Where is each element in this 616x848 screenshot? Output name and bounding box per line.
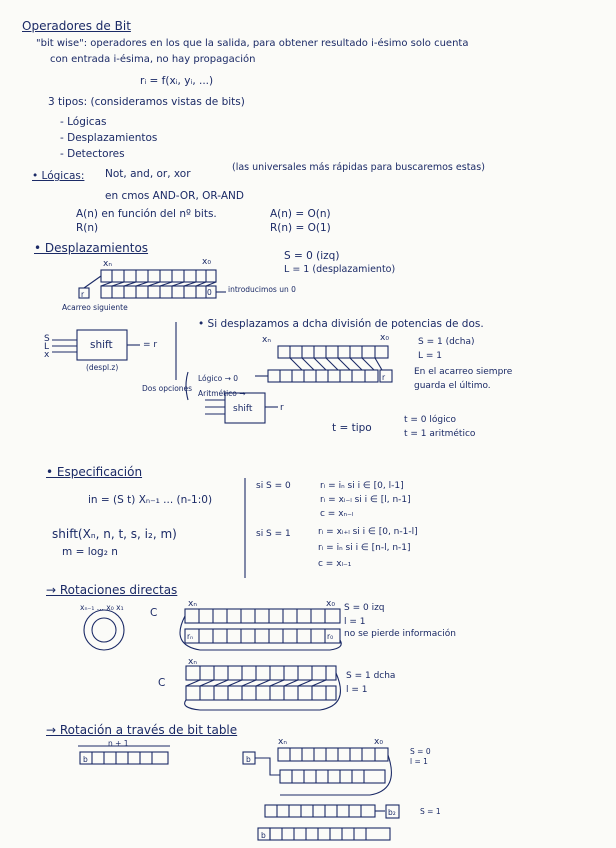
rt-top-label: n + 1 [108, 739, 129, 748]
rotation-through-bit-diagram [78, 746, 399, 840]
intro-line-2: con entrada i-ésima, no hay propagación [50, 54, 256, 65]
shift-out: = r [143, 340, 158, 350]
c-mark-2: C [158, 677, 166, 689]
logicas-cmos: en cmos AND-OR, OR-AND [105, 190, 244, 202]
type-item-detectores: - Detectores [60, 148, 125, 160]
rot-s-dcha: S = 1 dcha [346, 671, 396, 681]
t1-label: t = 1 aritmético [404, 429, 476, 439]
rot2-x-left: xₙ [188, 657, 197, 667]
logicas-eq1: A(n) = O(n) [270, 208, 331, 220]
logicas-eq2: R(n) = O(1) [270, 222, 331, 234]
opt-aritmetico: Aritmético → [198, 389, 246, 398]
despl-introduce: introducimos un 0 [228, 285, 296, 294]
t0-label: t = 0 lógico [404, 415, 457, 425]
espec-m-eq: m = log₂ n [62, 546, 118, 558]
despl-lost-label: Acarreo siguiente [62, 303, 128, 312]
case1-l1: rᵢ = xᵢ₊ₗ si i ∈ [0, n-1-l] [318, 527, 418, 537]
rotaciones-heading: → Rotaciones directas [46, 583, 178, 597]
case1-head: si S = 1 [256, 529, 291, 539]
shift-io-s: S [44, 334, 50, 344]
shift-box-label: shift [90, 339, 113, 351]
intro-formula: rᵢ = f(xᵢ, yᵢ, ...) [140, 75, 214, 87]
shift2-out: r [280, 403, 284, 413]
rt-b-cell-2: b [246, 755, 251, 764]
shift-despl-label: (despl.z) [86, 363, 119, 372]
case0-l1: rᵢ = iₙ si i ∈ [0, l-1] [320, 481, 404, 491]
shift-io-x: x [44, 350, 50, 360]
especificacion-heading: • Especificación [46, 465, 143, 479]
case0-head: si S = 0 [256, 481, 291, 491]
type-item-logicas: - Lógicas [60, 116, 107, 128]
acarreo-note-1: En el acarreo siempre [414, 367, 513, 377]
rt-b-cell-4: b [261, 831, 266, 840]
rot-l1: l = 1 [344, 617, 366, 627]
logicas-func1: A(n) en función del nº bits. [76, 208, 217, 220]
case1-l3: c = xₗ₋₁ [318, 559, 352, 569]
rot-no-loss: no se pierde información [344, 629, 456, 639]
t-label: t = tipo [332, 422, 372, 434]
rt-b-cell-3: b₂ [388, 808, 396, 817]
espec-shift-call: shift(Xₙ, n, t, s, i₂, m) [52, 527, 177, 541]
right-s-dcha: S = 1 (dcha) [418, 337, 475, 347]
case1-l2: rᵢ = iₙ si i ∈ [n-l, n-1] [318, 543, 411, 553]
rt-s0: S = 0 [410, 747, 431, 756]
logicas-ops: Not, and, or, xor [105, 168, 191, 180]
shift2-box-label: shift [233, 404, 253, 414]
rot-l1b: l = 1 [346, 685, 368, 695]
rt-x-right: x₀ [374, 737, 383, 747]
rotation-register-left [180, 609, 341, 650]
shift-register-diagram [79, 270, 226, 298]
rt-s1: S = 1 [420, 807, 441, 816]
despl-l-eq: L = 1 (desplazamiento) [284, 264, 396, 275]
rotacion-traves-heading: → Rotación a través de bit table [46, 723, 238, 737]
rotation-ring-diagram [84, 610, 124, 650]
rt-b-cell: b [83, 755, 88, 764]
logicas-label: • Lógicas: [32, 170, 85, 182]
logicas-func2: R(n) [76, 222, 99, 234]
rot-cell-rn: rₙ [187, 632, 194, 641]
right-l-one: L = 1 [418, 351, 443, 361]
despl-flag: r [81, 290, 85, 299]
shift-io-l: L [44, 342, 50, 352]
rot-s-izq: S = 0 izq [344, 603, 385, 613]
types-heading: 3 tipos: (consideramos vistas de bits) [48, 96, 245, 108]
rot-x-left: xₙ [188, 599, 197, 609]
right-r-box: r [382, 373, 386, 382]
despl-s-eq: S = 0 (izq) [284, 250, 340, 262]
desplazamientos-heading: • Desplazamientos [34, 241, 149, 255]
rot-cell-r0: r₀ [327, 632, 334, 641]
rotation-register-right [185, 666, 341, 710]
espec-in-line: in = (S t) Xₙ₋₁ ... (n-1:0) [88, 494, 213, 506]
acarreo-note-2: guarda el último. [414, 381, 491, 391]
rot-x-right: x₀ [326, 599, 335, 609]
intro-line-1: "bit wise": operadores en los que la salida, para obtener resultado i-ésimo solo cuenta [36, 38, 469, 49]
despl-right-note: • Si desplazamos a dcha división de potencias de dos. [198, 318, 484, 330]
ring-labels: xₙ₋₁ ... x₀ x₁ [80, 603, 124, 612]
despl-x-right: x₀ [202, 257, 211, 267]
despl-x-left: xₙ [103, 259, 112, 269]
case0-l3: c = xₙ₋ₗ [320, 509, 354, 519]
page-title: Operadores de Bit [22, 19, 131, 33]
right-x-left: xₙ [262, 335, 271, 345]
case0-l2: rᵢ = xᵢ₋ₗ si i ∈ [l, n-1] [320, 495, 411, 505]
bracket-label: Dos opciones [142, 384, 193, 393]
c-mark-1: C [150, 607, 158, 619]
logicas-aside: (las universales más rápidas para buscaremos estas) [232, 162, 485, 173]
opt-logico: Lógico → 0 [198, 374, 239, 383]
type-item-desplazamientos: - Desplazamientos [60, 132, 158, 144]
rt-l1: l = 1 [410, 757, 428, 766]
rt-x-left: xₙ [278, 737, 287, 747]
despl-cell-zero: 0 [207, 288, 212, 297]
right-x-right: x₀ [380, 333, 389, 343]
